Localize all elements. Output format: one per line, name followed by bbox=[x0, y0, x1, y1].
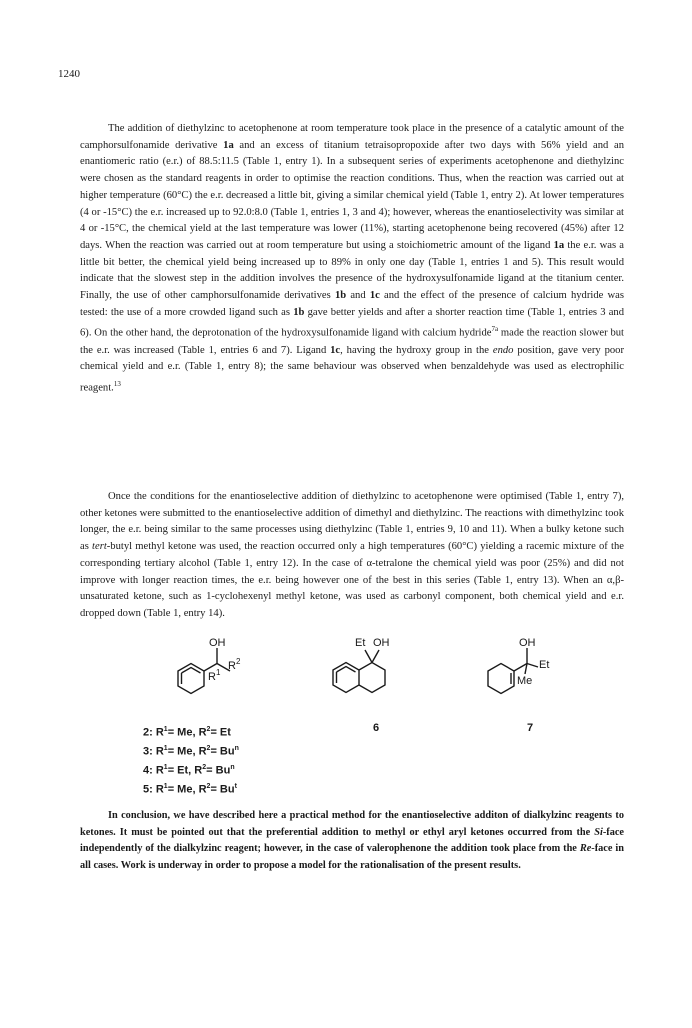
text-run: The addition of diethylzinc to acetophenone at room temperature took place in the presence of a catalytic amount of the camphorsulfonamide derivative bbox=[80, 123, 624, 151]
text-run: 1c bbox=[330, 344, 341, 356]
r1-label: $R^1$ bbox=[208, 668, 221, 683]
text-run: -butyl methyl ketone was used, the reaction occurred only a high temperatures (60°C) yielding a racemic mixture of the corresponding tertiary alcohol (Table 1, entry 12). In the case of α-tetralone the chemical yield was poor (25%) and did not improve with longer reaction times, the e.r. being however one of the best in this series (Table 1, entry 13). When an α,β-unsaturated ketone, such as 1-cyclohexenyl methyl ketone, was used as carbonyl component, both chemical yield and e.r. dropped down (Table 1, entry 14). bbox=[80, 541, 624, 619]
legend-superscript: 2 bbox=[206, 726, 211, 733]
legend-superscript: n bbox=[230, 764, 235, 772]
legend-text: = Me, R bbox=[167, 745, 207, 758]
text-run: , having the hydroxy group in the bbox=[340, 344, 493, 356]
text-run: 1a bbox=[223, 139, 234, 151]
text-run: 1b bbox=[293, 306, 305, 318]
structure-aryl-carbinol bbox=[168, 634, 268, 709]
text-run: 1a bbox=[553, 239, 565, 251]
hydroxyl-label: OH bbox=[209, 637, 226, 649]
text-run: In conclusion, we have described here a practical method for the enantioselective additon of dialkylzinc reagents to ketones. It must be pointed out that the preferential addition to methyl or ethyl aryl ketones occurred from the bbox=[80, 810, 624, 838]
compound-number: 5 bbox=[143, 784, 150, 797]
text-run: 7a bbox=[491, 325, 499, 334]
legend-superscript: 1 bbox=[163, 764, 168, 772]
text-run: position, gave very poor chemical yield and e.r. (Table 1, entry 8); the same behaviour was observed when benzaldehyde was used as electrophilic reagent. bbox=[80, 344, 624, 394]
legend-text: = Bu bbox=[210, 745, 235, 758]
legend-text: = Bu bbox=[210, 784, 235, 797]
text-run: tert bbox=[92, 541, 107, 553]
legend-row bbox=[143, 741, 239, 760]
compound-number-7: 7 bbox=[527, 722, 534, 734]
legend-text: : R bbox=[149, 726, 164, 739]
compound-number: 2 bbox=[143, 726, 150, 739]
legend-text: = Bu bbox=[206, 764, 231, 777]
compound-legend bbox=[143, 722, 239, 799]
text-run: and the effect of the presence of calcium hydride was tested: the use of a more crowded ligand such as bbox=[80, 290, 624, 318]
legend-superscript: 1 bbox=[163, 726, 168, 733]
text-run: 13 bbox=[113, 380, 121, 389]
structure-tetralol bbox=[325, 634, 435, 709]
text-run: -face independently of the dialkylzinc reagent; however, in the case of valerophenone the addition took place from the bbox=[80, 826, 624, 855]
r2-label: $R^2$ bbox=[228, 657, 241, 672]
legend-text: = Et bbox=[210, 726, 231, 739]
text-run: made the reaction slower but the e.r. was increased (Table 1, entries 6 and 7). Ligand bbox=[80, 327, 624, 356]
legend-superscript: t bbox=[234, 783, 237, 791]
legend-superscript: 2 bbox=[202, 764, 207, 772]
legend-text: = Me, R bbox=[167, 784, 207, 797]
legend-row bbox=[143, 722, 239, 741]
paragraph-3 bbox=[80, 808, 624, 875]
text-run: Once the conditions for the enantioselective addition of diethylzinc to acetophenone were optimised (Table 1, entry 7), other ketones were submitted to the enantioselective addition of dimethyl and diethylzinc. The reactions with dimethylzinc took longer, the e.r. being similar to the same processes using diethylzinc (Table 1, entries 9, 10 and 11). When a bulky ketone such as bbox=[80, 491, 624, 553]
text-run: Re bbox=[579, 843, 592, 855]
text-run: and bbox=[346, 290, 370, 302]
legend-text: : R bbox=[149, 784, 164, 797]
structure-cyclohexenyl-carbinol bbox=[480, 634, 580, 709]
text-run: 1b bbox=[334, 290, 347, 302]
paragraph-2 bbox=[80, 489, 624, 623]
legend-superscript: n bbox=[234, 745, 239, 753]
text-run: Si bbox=[594, 826, 603, 838]
paragraph-1 bbox=[80, 121, 624, 397]
legend-superscript: 2 bbox=[206, 745, 211, 753]
page-number: 1240 bbox=[58, 68, 80, 80]
ethyl-label: Et bbox=[355, 637, 366, 649]
text-run: endo bbox=[492, 344, 514, 356]
compound-number-6: 6 bbox=[373, 722, 380, 734]
ethyl-label: Et bbox=[539, 659, 550, 671]
text-run: and an excess of titanium tetraisopropoxide after two days with 56% yield and an enantiomeric ratio (e.r.) of 88.5:11.5 (Table 1, entry 1). In a subsequent series of experiments acetophenone and diethylzinc were chosen as the standard reagents in order to optimise the reaction conditions. Thus, when the reaction was carried out at higher temperature (60°C) the e.r. decreased a little bit, giving a similar chemical yield (Table 1, entry 2). At lower temperatures (4 or -15°C) the e.r. increased up to 92.0:8.0 (Table 1, entries 1, 3 and 4); however, whereas the enantioselectivity was similar at 4 or -15°C, the chemical yield at the last temperature was lower (11%), starting acetophenone being recovered (45%) after 12 days. When the reaction was carried out at room temperature but using a stoichiometric amount of the ligand bbox=[80, 139, 624, 251]
text-run: gave better yields and after a shorter reaction time (Table 1, entries 3 and 6). On the other hand, the deprotonation of the hydroxysulfonamide ligand with calcium hydride bbox=[80, 306, 625, 339]
legend-text: = Et, R bbox=[167, 764, 203, 777]
legend-superscript: 1 bbox=[163, 783, 168, 791]
legend-row bbox=[143, 779, 239, 798]
text-run: the e.r. was a little bit better, the chemical yield being increased up to 89% in only one day (Table 1, entries 1 and 5). This result would indicate that the slowest step in the addition involves the presence of the hydroxysulfonamide ligand at the titanium center. Finally, the use of other camphorsulfonamide derivatives bbox=[80, 239, 624, 302]
text-run: 1c bbox=[369, 290, 380, 302]
compound-number: 4 bbox=[143, 764, 150, 777]
text-run: -face in all cases. Work is underway in order to propose a model for the rationalisation of the present results. bbox=[80, 843, 624, 872]
legend-row bbox=[143, 760, 239, 779]
hydroxyl-label: OH bbox=[519, 637, 536, 649]
legend-superscript: 2 bbox=[206, 783, 211, 791]
hydroxyl-label: OH bbox=[373, 637, 390, 649]
legend-text: : R bbox=[149, 745, 164, 758]
legend-text: = Me, R bbox=[167, 726, 207, 739]
methyl-label: Me bbox=[517, 675, 533, 687]
compound-number: 3 bbox=[143, 745, 150, 758]
legend-text: : R bbox=[149, 764, 164, 777]
legend-superscript: 1 bbox=[163, 745, 168, 753]
